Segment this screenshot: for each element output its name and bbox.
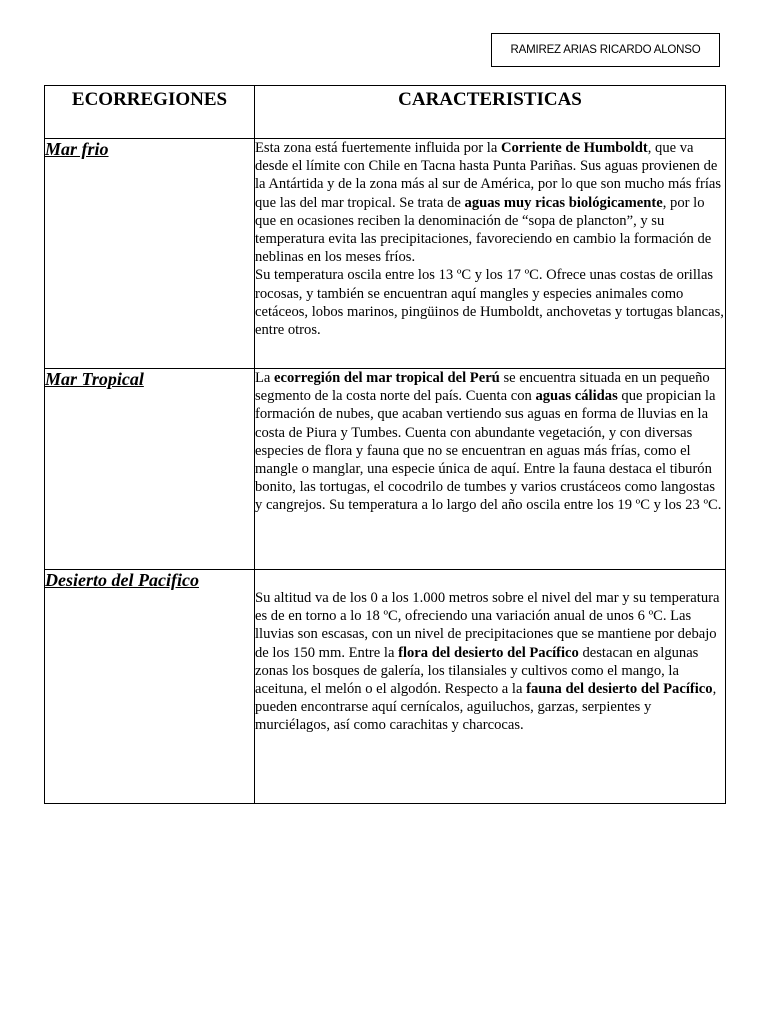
- region-name: Mar Tropical: [45, 369, 144, 389]
- bold-text: fauna del desierto del Pacífico: [526, 681, 713, 698]
- description-text: [255, 139, 725, 339]
- table-row: [45, 369, 726, 570]
- description-text: [255, 369, 725, 515]
- description-paragraph: [255, 589, 725, 735]
- table-row: [45, 570, 726, 804]
- text-run: Su altitud va de los 0 a los 1.000 metros sobre el nivel del mar y su temperatura es de en torno a lo 18 ºC, ofreciendo una variación anual de unos 6 ºC. Las lluvias son escasas, con un nivel de precipitaciones que se mantiene por debajo de los 150 mm. Entre la: [255, 590, 720, 661]
- author-name: RAMIREZ ARIAS RICARDO ALONSO: [510, 44, 701, 56]
- region-name: Mar frio: [45, 139, 109, 159]
- text-run: , pueden encontrarse aquí cernícalos, aguiluchos, garzas, serpientes y murciélagos, así como carachitas y charcocas.: [255, 681, 717, 734]
- text-run: La: [255, 370, 275, 386]
- description-paragraph: [255, 266, 725, 339]
- table-row: [45, 139, 726, 369]
- region-cell: [45, 139, 255, 369]
- region-cell: [45, 570, 255, 804]
- ecoregions-table: [44, 85, 726, 804]
- description-cell: [255, 570, 726, 804]
- header-ecoregions: ECORREGIONES: [45, 86, 255, 139]
- region-cell: [45, 369, 255, 570]
- table-header-row: [45, 86, 726, 139]
- bold-text: flora del desierto del Pacífico: [398, 644, 579, 661]
- text-run: , que va desde el límite con Chile en Tacna hasta Punta Pariñas. Sus aguas provienen de la Antártida y de la zona más al sur de América, por lo que son mucho más frías que las del mar tropical. Se trata de: [255, 140, 722, 211]
- text-run: Su temperatura oscila entre los 13 ºC y los 17 ºC. Ofrece unas costas de orillas rocosas, y también se encuentran aquí mangles y especies animales como cetáceos, lobos marinos, pingüinos de Humboldt, anchovetas y tortugas blancas, entre otros.: [255, 267, 724, 339]
- bold-text: aguas muy ricas biológicamente: [464, 194, 663, 211]
- text-run: se encuentra situada en un pequeño segmento de la costa norte del país. Cuenta con: [255, 370, 710, 405]
- region-name: Desierto del Pacifico: [45, 570, 199, 590]
- bold-text: ecorregión del mar tropical del Perú: [274, 370, 500, 386]
- author-name-box: [491, 33, 720, 67]
- bold-text: aguas cálidas: [535, 388, 618, 405]
- text-run: Esta zona está fuertemente influida por la: [255, 140, 501, 156]
- description-paragraph: [255, 369, 725, 515]
- text-run: destacan en algunas zonas los bosques de galería, los tilansiales y cultivos como el mango, la aceituna, el melón o el algodón. Respecto a la: [255, 644, 699, 698]
- header-characteristics: CARACTERISTICAS: [255, 86, 726, 139]
- bold-text: Corriente de Humboldt: [500, 140, 648, 156]
- text-run: , por lo que en ocasiones reciben la denominación de “sopa de plancton”, y su temperatura evita las precipitaciones, favoreciendo en cambio la formación de neblinas en los meses fríos.: [255, 194, 712, 266]
- description-cell: [255, 139, 726, 369]
- description-cell: [255, 369, 726, 570]
- description-text: [255, 570, 725, 735]
- text-run: que propician la formación de nubes, que acaban vertiendo sus aguas en forma de lluvias en la costa de Piura y Tumbes. Cuenta con abundante vegetación, y con diversas especies de flora y fauna que no se encuentran en aguas más frías, como el mangle o manglar, una especie única de aquí. Entre la fauna destaca el tiburón bonito, las tortugas, el cocodrilo de tumbes y varios crustáceos como langostas y cangrejos. Su temperatura a lo largo del año oscila entre los 19 ºC y los 23 ºC.: [255, 388, 722, 514]
- description-paragraph: [255, 139, 725, 266]
